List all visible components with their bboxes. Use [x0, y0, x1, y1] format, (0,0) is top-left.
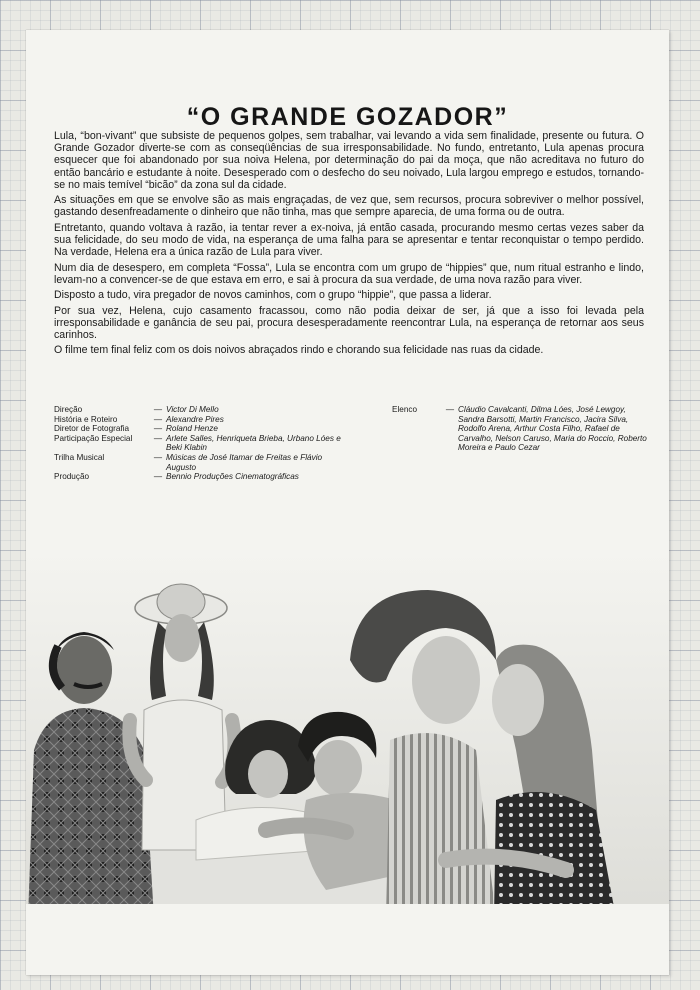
credit-dash: —	[153, 452, 163, 462]
credit-row	[392, 405, 652, 453]
credit-row	[54, 424, 354, 434]
credit-value: Músicas de José Itamar de Freitas e Flávio Augusto	[166, 452, 323, 472]
synopsis-paragraph: Entretanto, quando voltava à razão, ia tentar rever a ex-noiva, já então casada, procurando mesmo certas vezes saber da sua felicidade, do seu modo de vida, na esperança de uma falha para se apresentar e tentar reconquistar o tempo perdido. Na verdade, Helena era a única razão de Lula para viver.	[54, 221, 644, 259]
poster-title: “O GRANDE GOZADOR”	[186, 102, 509, 131]
credit-label: História e Roteiro	[54, 414, 118, 424]
cast-photo	[26, 550, 669, 918]
credit-row	[54, 405, 354, 415]
credit-row	[54, 472, 354, 482]
credit-dash: —	[153, 405, 163, 414]
synopsis-paragraph: As situações em que se envolve são as mais engraçadas, de vez que, sem recursos, procura sobreviver o melhor possível, gastando desenfreadamente o dinheiro que não tinha, mas que sempre aparecia, de uma forma ou de outra.	[54, 194, 644, 219]
credit-row	[54, 453, 354, 472]
credit-label: Diretor de Fotografia	[54, 424, 130, 434]
credit-row	[54, 415, 354, 425]
credit-dash: —	[153, 424, 163, 434]
credit-row	[54, 434, 354, 453]
synopsis-paragraph: Lula, “bon-vivant” que subsiste de pequenos golpes, sem trabalhar, vai levando a vida sem finalidade, presente ou futura. O Grande Gozador diverte-se com as conseqüências de sua irresponsabilidade. No fundo, entretanto, Lula apenas procura esquecer que foi abandonado por sua noiva Helena, por determinação do pai da moça, que não acreditava no futuro do então bancário e estudante à noite. Desesperado com o desfecho do seu noivado, Lula largou emprego e estudos, tornando-se no mais temível “bicão” da zona sul da cidade.	[54, 130, 644, 191]
synopsis-paragraph: O filme tem final feliz com os dois noivos abraçados rindo e chorando sua felicidade nas ruas da cidade.	[54, 344, 544, 357]
synopsis-paragraph: Por sua vez, Helena, cujo casamento fracassou, como não podia deixar de ser, já que a isso foi levada pela irresponsabilidade e ganância de seu pai, procura desesperadamente reencontrar Lula, na esperança de retornar aos seus carinhos.	[54, 304, 644, 341]
synopsis-paragraph: Num dia de desespero, em completa “Fossa”, Lula se encontra com um grupo de “hippies” que, num ritual estranho e lindo, levam-no a convencer-se de que estava em erro, e sai à procura da sua verdade, de uma nova razão para viver.	[54, 261, 644, 286]
credit-label: Elenco	[392, 405, 418, 414]
credit-dash: —	[153, 414, 163, 424]
cast-photo-icon	[26, 550, 669, 918]
credit-label: Direção	[54, 405, 83, 414]
credit-label: Produção	[54, 472, 90, 482]
credit-value: Roland Henze	[166, 424, 218, 434]
credit-dash: —	[153, 433, 163, 443]
credit-label: Trilha Musical	[54, 452, 105, 462]
credits-cast	[392, 405, 652, 453]
credit-value: Victor Di Mello	[166, 405, 219, 414]
credit-value: Alexandre Pires	[166, 414, 224, 424]
poster-sheet	[26, 30, 669, 975]
synopsis-paragraph: Disposto a tudo, vira pregador de novos caminhos, com o grupo “hippie”, que passa a liderar.	[54, 289, 492, 302]
credit-value: Arlete Salles, Henriqueta Brieba, Urbano Lóes e Beki Klabin	[166, 433, 341, 453]
credit-value: Cláudio Cavalcanti, Dilma Lóes, José Lewgoy, Sandra Barsotti, Martin Francisco, Jacira Silva, Rodolfo Arena, Arthur Costa Filho, Rafael de Carvalho, Nelson Caruso, Maria do Roccio, Roberto Moreira e Paulo Cezar	[458, 405, 647, 453]
credits-crew	[54, 405, 354, 482]
synopsis	[54, 130, 644, 360]
credit-dash: —	[445, 405, 455, 414]
credit-label: Participação Especial	[54, 433, 133, 443]
credit-dash: —	[153, 472, 163, 482]
credit-value: Bennio Produções Cinematográficas	[166, 472, 299, 482]
